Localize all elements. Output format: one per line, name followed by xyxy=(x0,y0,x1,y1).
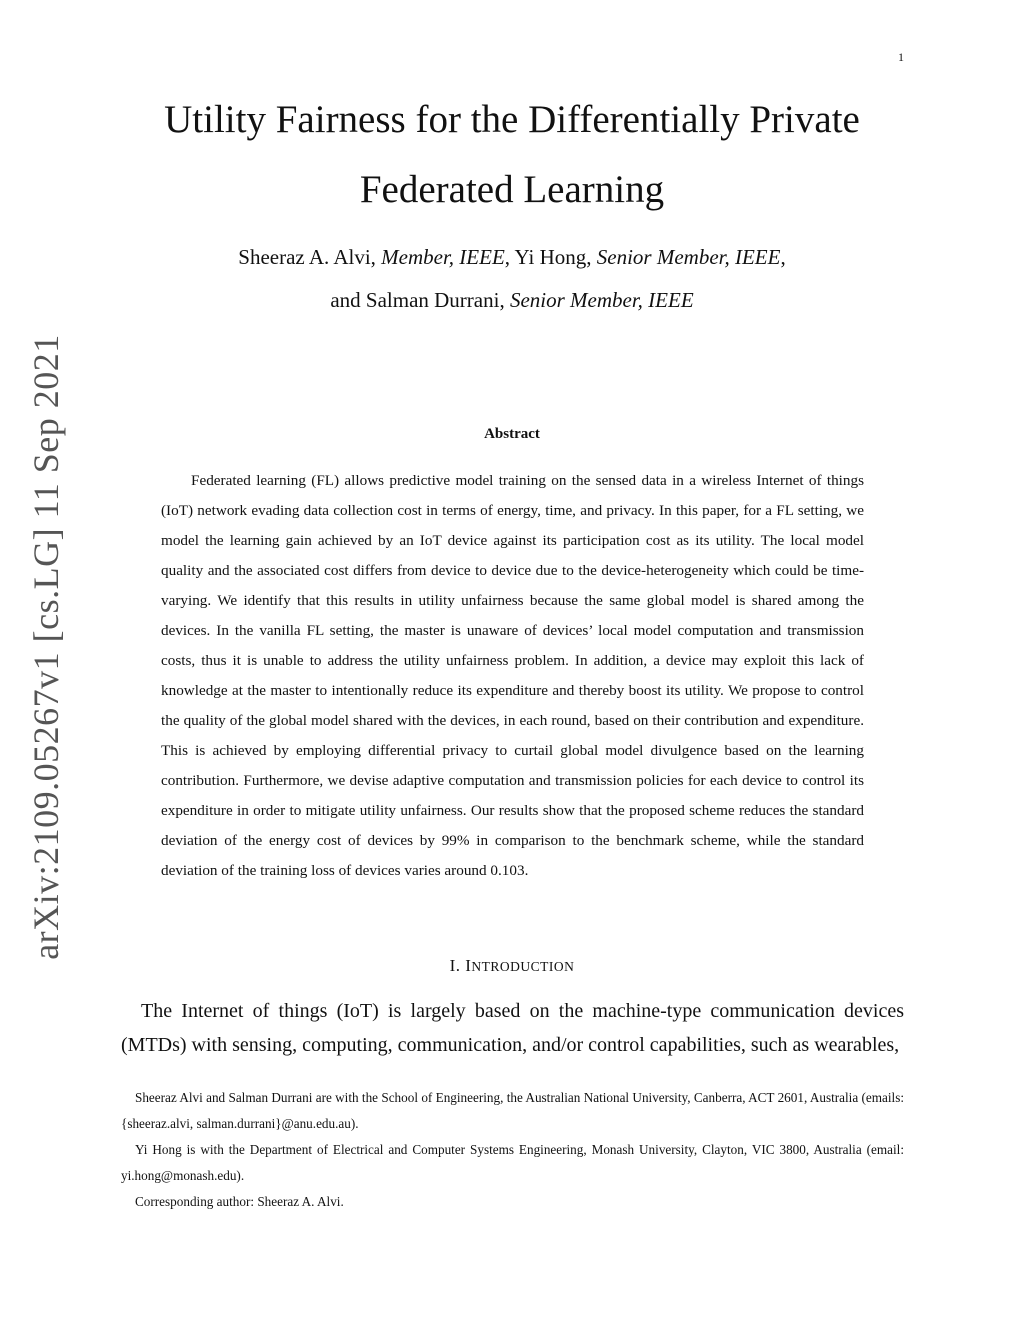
footnote-affiliation-anu: Sheeraz Alvi and Salman Durrani are with the School of Engineering, the Australian National University, Canberra, ACT 2601, Australia (emails: {sheeraz.alvi, salman.durrani}@anu.edu.au). xyxy=(121,1090,904,1131)
author-3-name: and Salman Durrani, xyxy=(330,288,510,312)
section-title-rest: NTRODUCTION xyxy=(471,959,575,974)
author-1-role: Member, IEEE xyxy=(381,245,505,269)
section-heading xyxy=(0,956,1024,976)
author-2-role: Senior Member, IEEE xyxy=(596,245,781,269)
page-number: 1 xyxy=(898,50,904,64)
author-3-role: Senior Member, IEEE xyxy=(509,288,694,312)
author-line-1 xyxy=(0,245,1024,270)
author-2-name: , Yi Hong, xyxy=(504,245,597,269)
paper-title-line-2: Federated Learning xyxy=(359,168,665,211)
footnote-corresponding-author: Corresponding author: Sheeraz A. Alvi. xyxy=(135,1194,344,1209)
footnote-affiliation-monash: Yi Hong is with the Department of Electrical and Computer Systems Engineering, Monash University, Clayton, VIC 3800, Australia (email: yi.hong@monash.edu). xyxy=(121,1142,904,1183)
abstract-body: Federated learning (FL) allows predictive model training on the sensed data in a wireless Internet of things (IoT) network evading data collection cost in terms of energy, time, and privacy. In this paper, for a FL setting, we model the learning gain achieved by an IoT device against its participation cost as its utility. The local model quality and the associated cost differs from device to device due to the device-heterogeneity which could be time-varying. We identify that this results in utility unfairness because the same global model is shared among the devices. In the vanilla FL setting, the master is unaware of devices’ local model computation and transmission costs, thus it is unable to address the utility unfairness problem. In addition, a device may exploit this lack of knowledge at the master to intentionally reduce its expenditure and thereby boost its utility. We propose to control the quality of the global model shared with the devices, in each round, based on their contribution and expenditure. This is achieved by employing differential privacy to curtail global model divulgence based on the learning contribution. Furthermore, we devise adaptive computation and transmission policies for each device to control its expenditure in order to mitigate utility unfairness. Our results show that the proposed scheme reduces the standard deviation of the energy cost of devices by 99% in comparison to the benchmark scheme, while the standard deviation of the training loss of devices varies around 0.103. xyxy=(161,472,864,879)
section-number: I. xyxy=(449,956,466,975)
paper-title-line-1: Utility Fairness for the Differentially Private xyxy=(164,98,860,141)
author-1-name: Sheeraz A. Alvi, xyxy=(238,245,382,269)
abstract-heading: Abstract xyxy=(484,426,540,442)
section-title-initial: I xyxy=(465,956,472,975)
author-line-2 xyxy=(0,288,1024,313)
author-line-trail: , xyxy=(780,245,786,269)
arxiv-stamp: arXiv:2109.05267v1 [cs.LG] 11 Sep 2021 xyxy=(26,334,66,960)
intro-paragraph: The Internet of things (IoT) is largely based on the machine-type communication devices (MTDs) with sensing, computing, communication, and/or control capabilities, such as wearables, xyxy=(121,1000,904,1056)
footnotes xyxy=(121,1085,904,1215)
